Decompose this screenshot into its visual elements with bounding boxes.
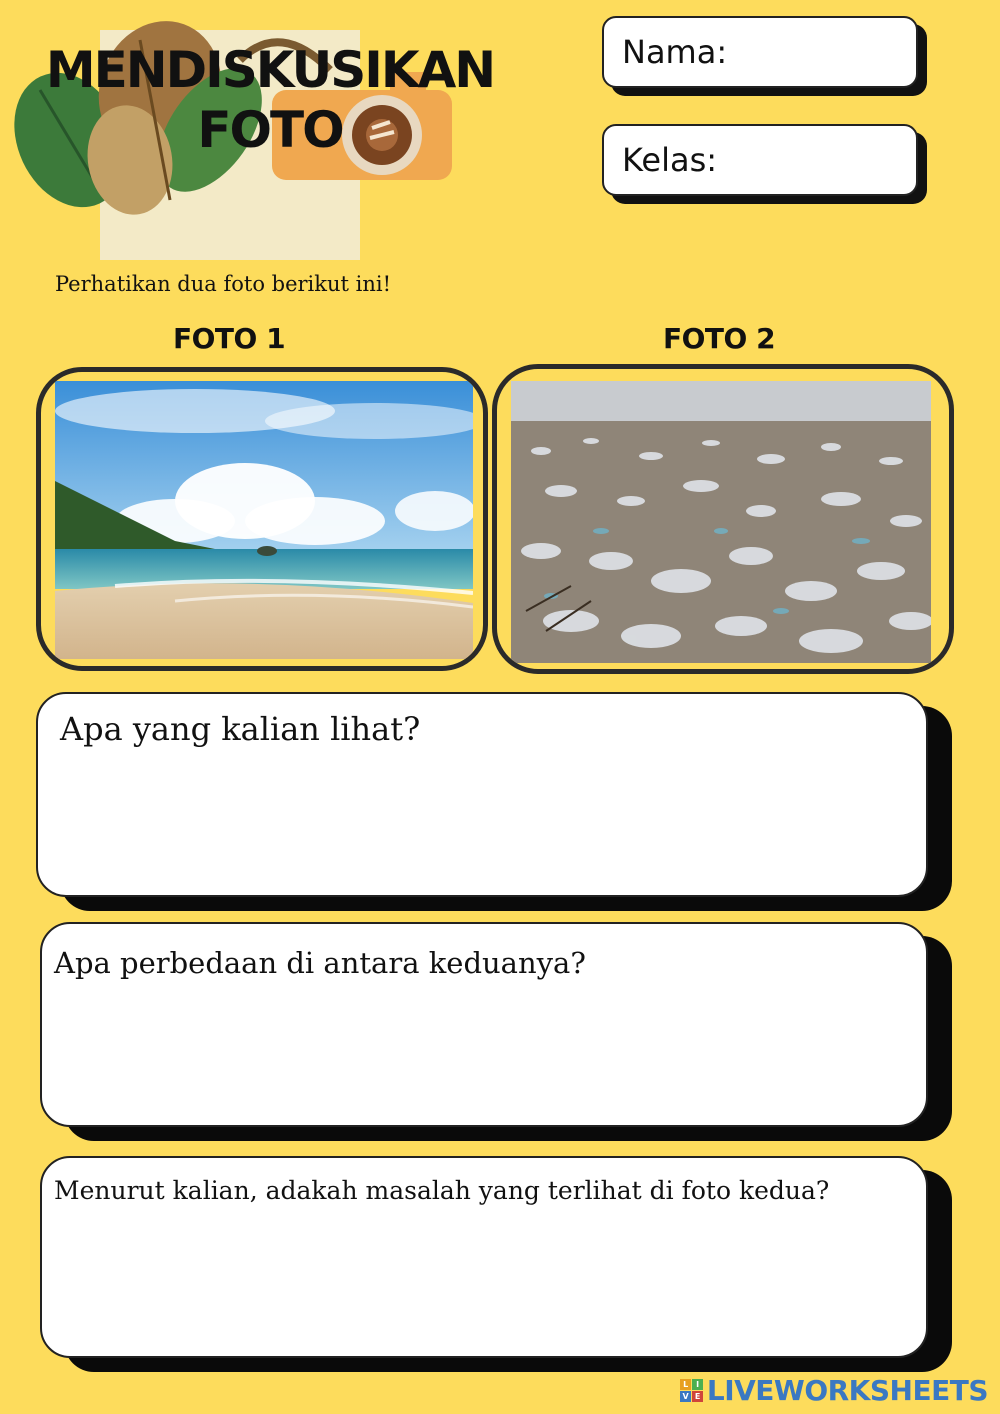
photo-2-label: FOTO 2 bbox=[663, 322, 776, 355]
instruction-text: Perhatikan dua foto berikut ini! bbox=[55, 272, 392, 296]
liveworksheets-logo[interactable] bbox=[680, 1374, 988, 1407]
title-line-2: FOTO bbox=[197, 101, 343, 159]
clean-beach-photo bbox=[55, 381, 473, 659]
class-field[interactable] bbox=[602, 124, 918, 196]
photo-1-label: FOTO 1 bbox=[173, 322, 286, 355]
photo-1-frame bbox=[36, 367, 488, 671]
polluted-beach-photo bbox=[511, 381, 931, 663]
name-label: Nama: bbox=[622, 33, 728, 71]
liveworksheets-icon: L I V E bbox=[680, 1379, 703, 1402]
title-line-1: MENDISKUSIKAN bbox=[45, 41, 495, 99]
footer-brand-text: LIVEWORKSHEETS bbox=[706, 1374, 988, 1407]
page-title bbox=[20, 40, 520, 160]
question-2-text: Apa perbedaan di antara keduanya? bbox=[54, 946, 586, 980]
name-field[interactable] bbox=[602, 16, 918, 88]
question-3-text: Menurut kalian, adakah masalah yang terlihat di foto kedua? bbox=[54, 1176, 830, 1205]
question-1-text: Apa yang kalian lihat? bbox=[60, 710, 421, 748]
class-label: Kelas: bbox=[622, 141, 718, 179]
photo-2-frame bbox=[492, 364, 954, 674]
